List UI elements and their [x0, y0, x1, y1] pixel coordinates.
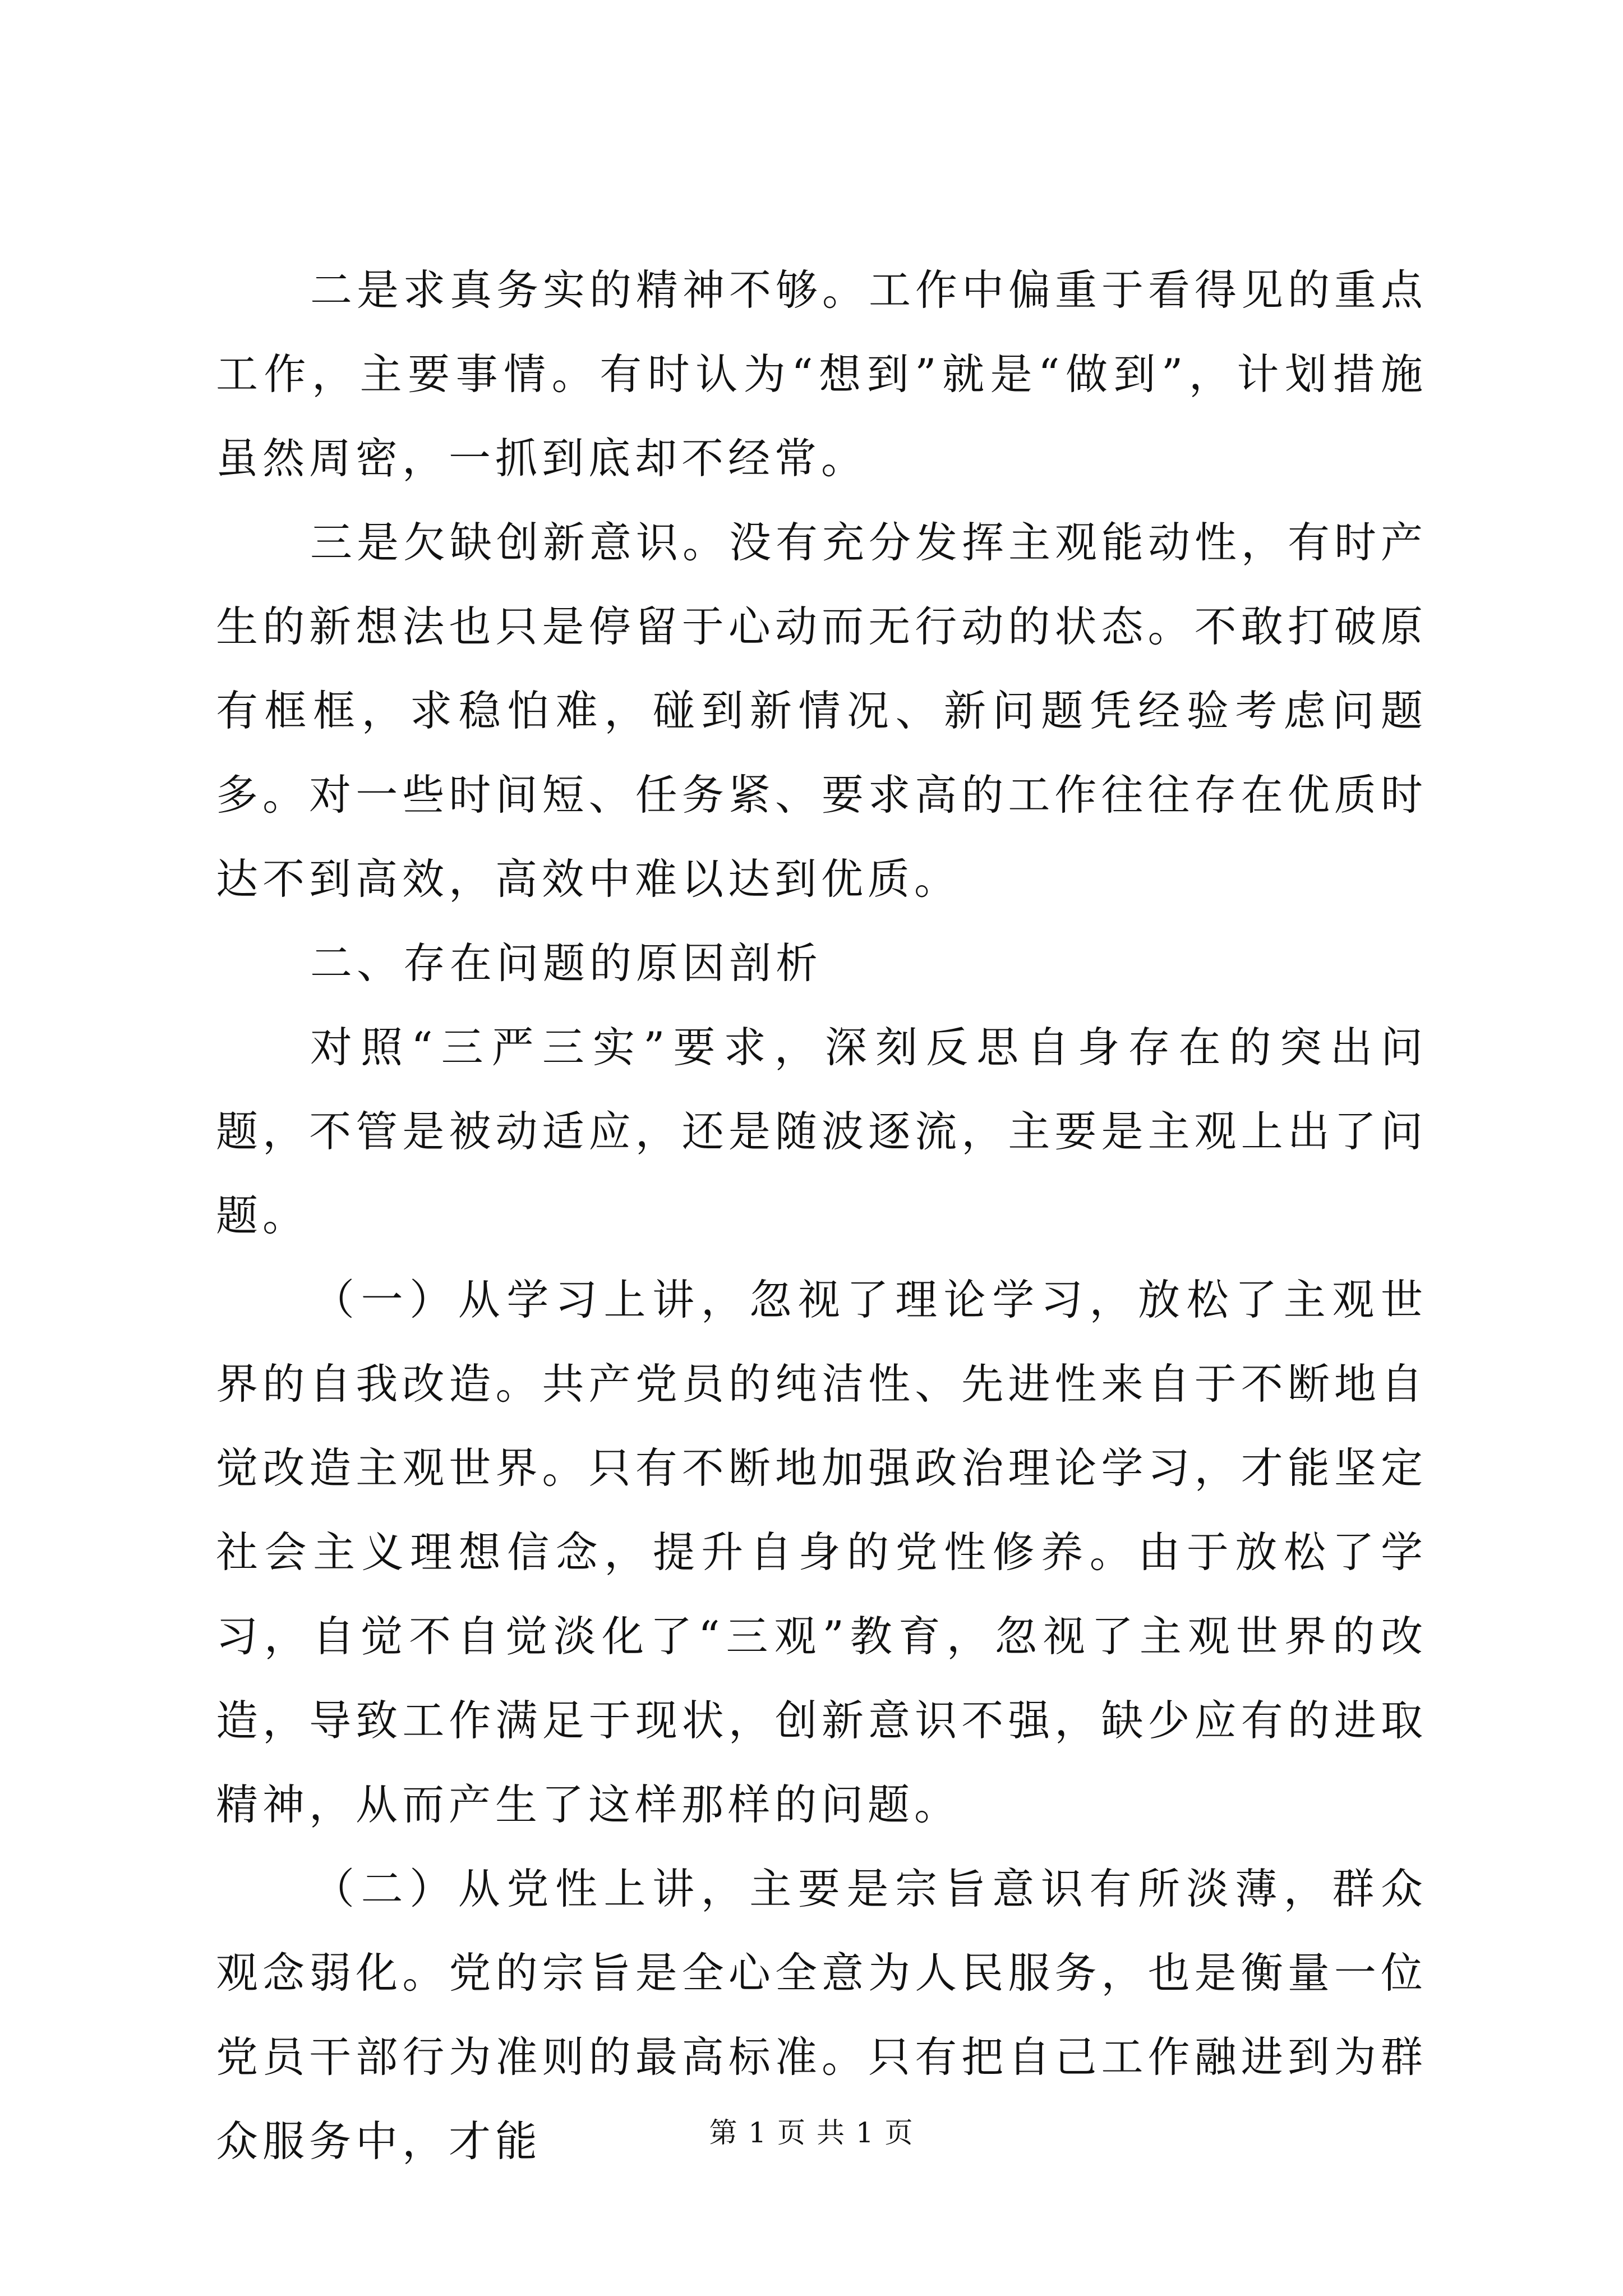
document-body	[216, 248, 1427, 2183]
page-number-footer: 第 1 页 共 1 页	[709, 2116, 914, 2149]
section-heading-cause-analysis: 二、存在问题的原因剖析	[310, 938, 823, 988]
paragraph-cause-study: （一）从学习上讲，忽视了理论学习，放松了主观世界的自我改造。共产党员的纯洁性、先进性来自于不断地自觉改造主观世界。只有不断地加强政治理论学习，才能坚定社会主义理想信念，提升自身的党性修养。由于放松了学习，自觉不自觉淡化了“三观”教育，忽视了主观世界的改造，导致工作满足于现状，创新意识不强，缺少应有的进取精神，从而产生了这样那样的问题。	[216, 1275, 1427, 1829]
paragraph-problem-two: 二是求真务实的精神不够。工作中偏重于看得见的重点工作，主要事情。有时认为“想到”就是“做到”，计划措施虽然周密，一抓到底却不经常。	[216, 265, 1428, 483]
paragraph-cause-party-spirit: （二）从党性上讲，主要是宗旨意识有所淡薄，群众观念弱化。党的宗旨是全心全意为人民服务，也是衡量一位党员干部行为准则的最高标准。只有把自己工作融进到为群众服务中，才能	[216, 1864, 1427, 2166]
paragraph-reflection-intro: 对照“三严三实”要求，深刻反思自身存在的突出问题，不管是被动适应，还是随波逐流，主要是主观上出了问题。	[216, 1023, 1427, 1240]
paragraph-problem-three: 三是欠缺创新意识。没有充分发挥主观能动性，有时产生的新想法也只是停留于心动而无行动的状态。不敢打破原有框框，求稳怕难，碰到新情况、新问题凭经验考虑问题多。对一些时间短、任务紧、要求高的工作往往存在优质时达不到高效，高效中难以达到优质。	[216, 518, 1428, 904]
